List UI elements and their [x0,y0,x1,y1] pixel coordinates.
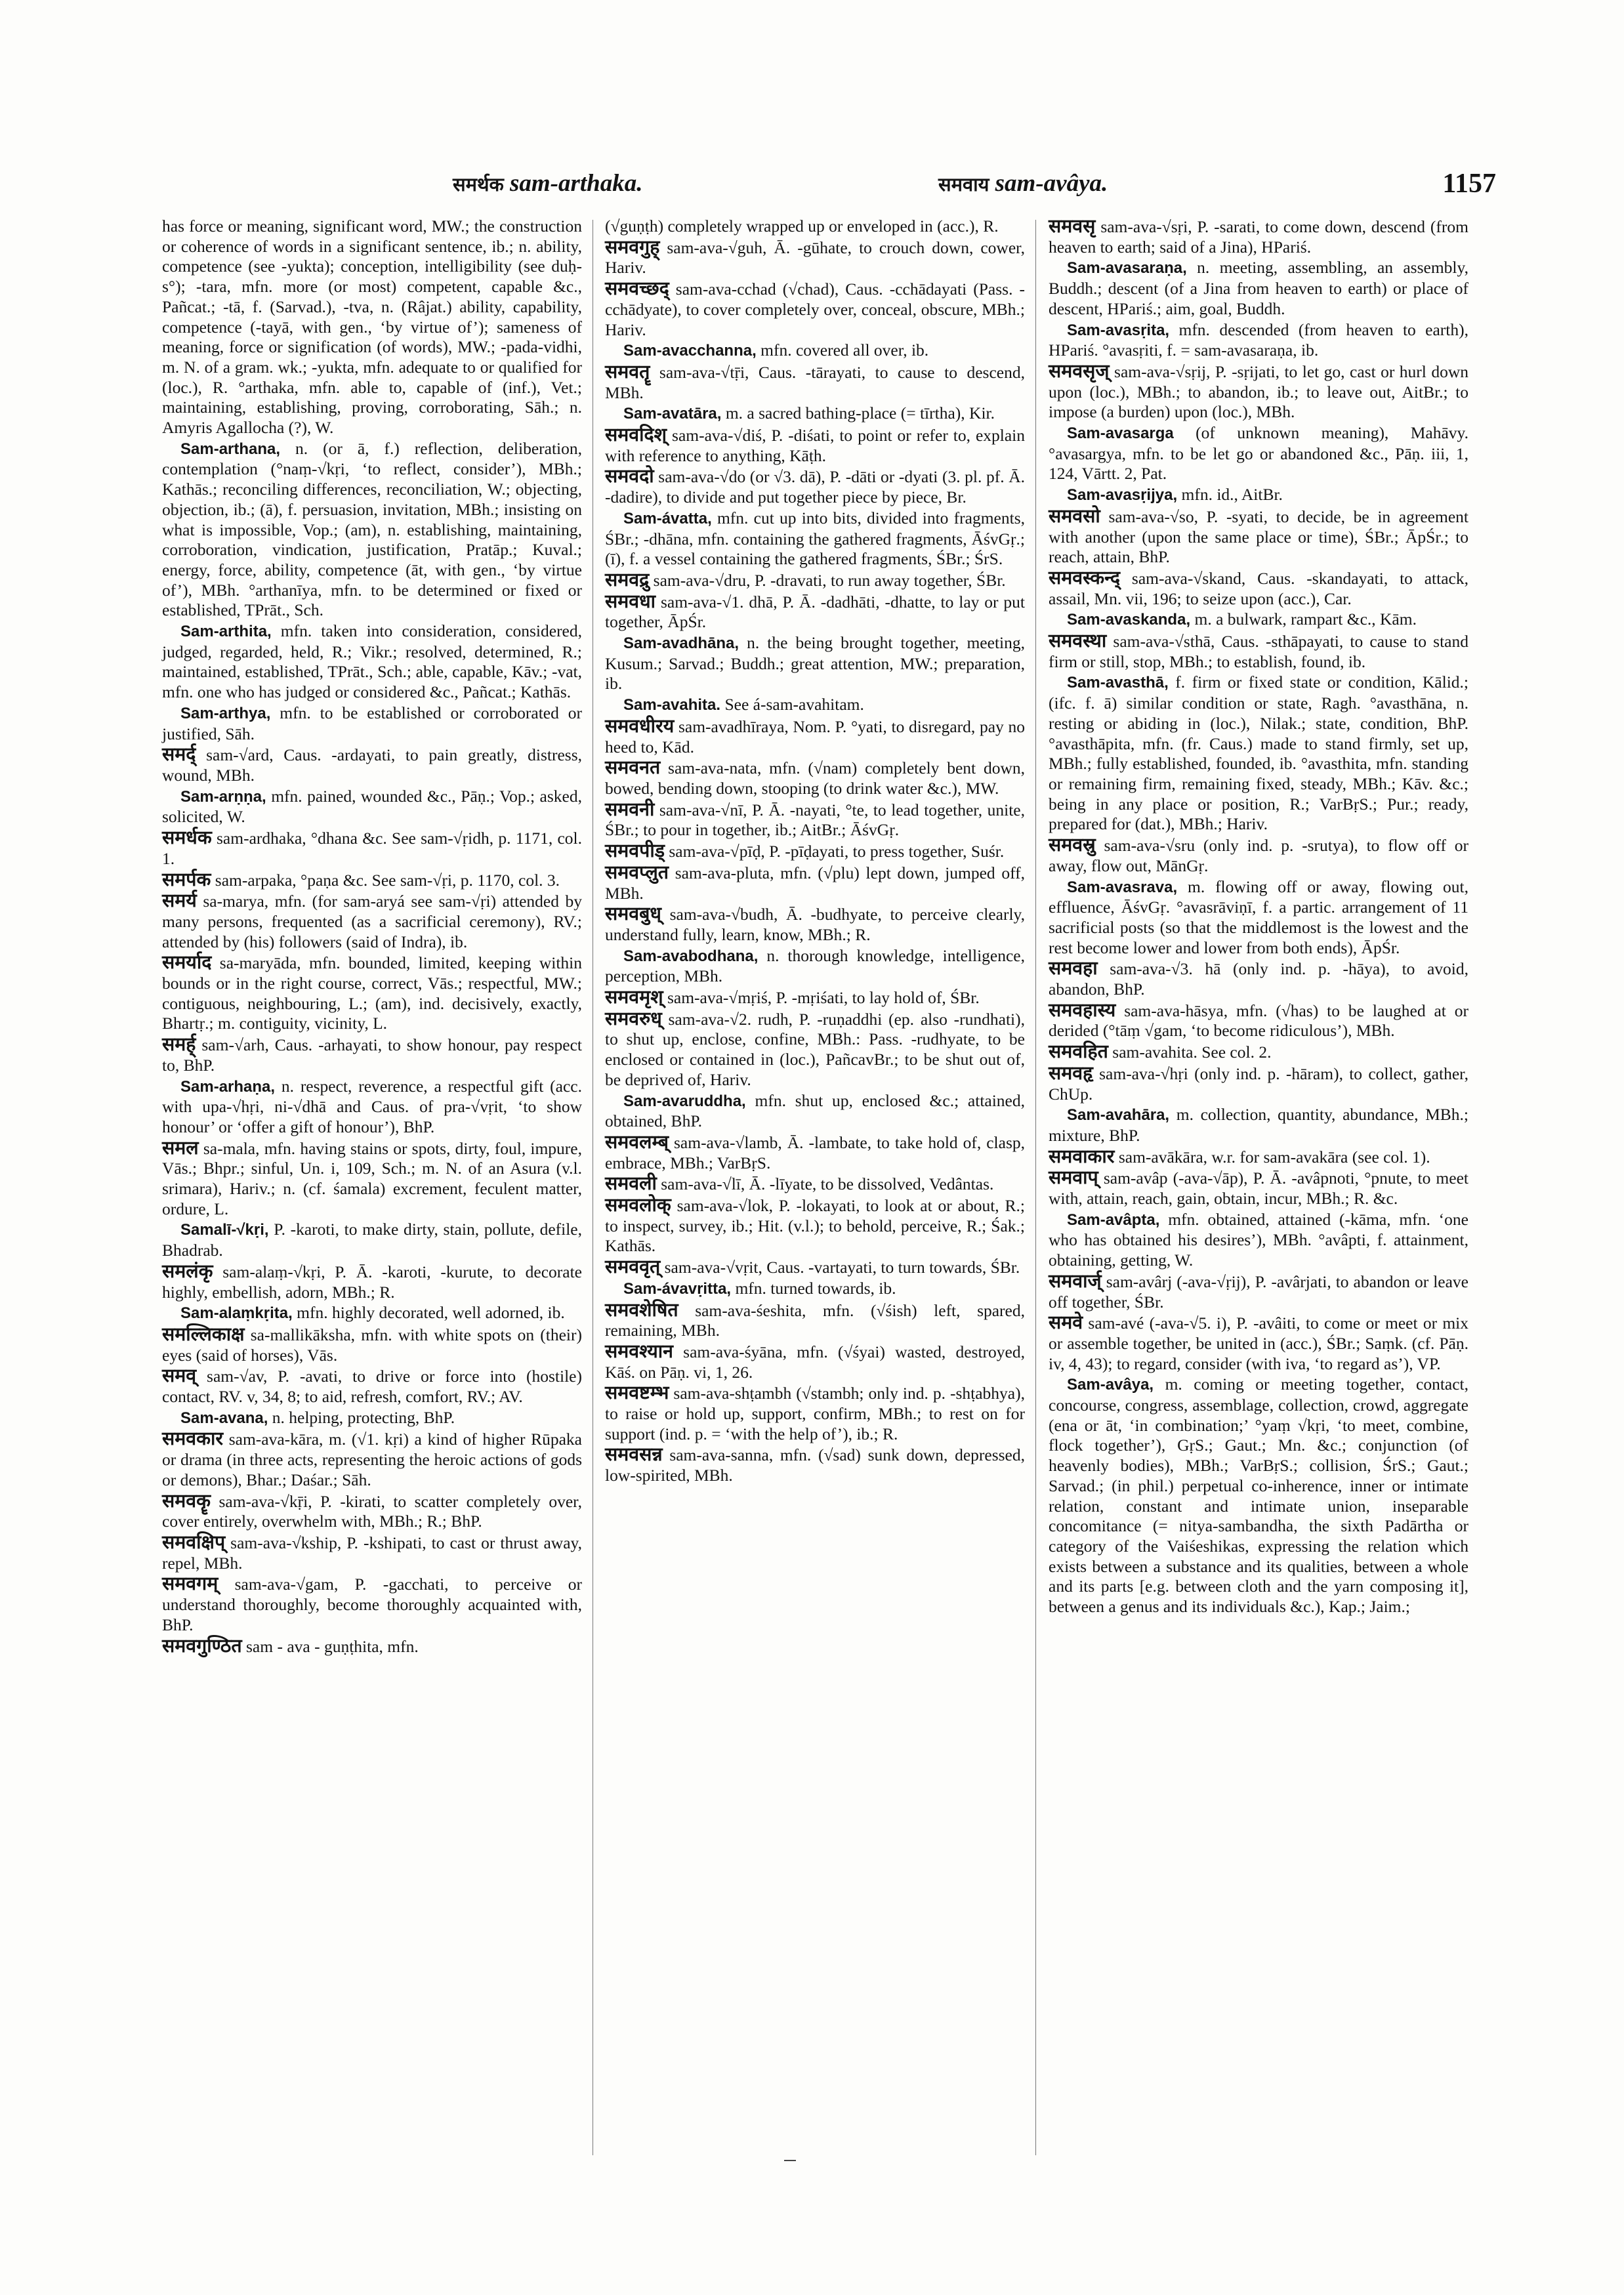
definition-text: sam-ava-√pīḍ, P. -pīḍayati, to press together, Suśr. [664,842,1005,861]
headword-devanagari: समवहा [1049,957,1098,980]
main-entry [605,592,1025,632]
main-entry [162,1533,582,1573]
headword-devanagari: समवनी [605,798,655,820]
sub-entry [605,508,1025,569]
headword-devanagari: समवप्लुत [605,861,669,883]
definition-text: mfn. cut up into bits, divided into fragments, ŚBr.; -dhāna, mfn. containing the gathered fragments, ĀśvGṛ.; (ī), f. a vessel containing the gathered fragments, ŚBr.; ŚrS. [605,508,1025,569]
definition-text: sam-ava-√lamb, Ā. -lambate, to take hold of, clasp, embrace, MBh.; VarBṛS. [605,1132,1025,1172]
headword: Sam-ávatta, [623,509,712,527]
definition-text: n. the being brought together, meeting, Kusum.; Sarvad.; Buddh.; great attention, MW.; preparation, ib. [605,633,1025,693]
definition-text: sam-ava-pluta, mfn. (√plu) lept down, jumped off, MBh. [605,863,1025,903]
definition-text: (of unknown meaning), Mahāvy. °avasargya, mfn. to be let go or abandoned &c., Pāṇ. iii, 1, 124, Vārtt. 2, Pat. [1049,423,1468,484]
main-entry [1049,568,1468,609]
definition-text: sam-ava-√dru, P. -dravati, to run away together, ŚBr. [649,570,1006,590]
definition-text: sam-ardhaka, °dhana &c. See sam-√ṛidh, p. 1171, col. 1. [162,829,582,868]
sub-entry [1049,423,1468,484]
headword-devanagari: समल [162,1136,199,1159]
middle-head-transliteration: sam-avâya. [995,170,1108,197]
middle-head-devanagari: समवाय [938,173,989,196]
definition-text: sam-√av, P. -avati, to drive or force into (hostile) contact, RV. v, 34, 8; to aid, refresh, comfort, RV.; AV. [162,1367,582,1407]
headword-devanagari: समर्ह् [162,1033,196,1056]
headword-devanagari: समवगुह् [605,236,660,258]
headword-devanagari: समवहित [1049,1041,1108,1063]
definition-text: sam-ava-shṭambh (√stambh; only ind. p. -shṭabhya), to raise or hold up, support, confirm, MBh.; to rest on for support (ind. p. = ‘with the help of’), ib.; R. [605,1384,1025,1443]
main-entry [1049,1313,1468,1374]
definition-text: sam-ava-√2. rudh, P. -ruṇaddhi (ep. also -rundhati), to shut up, enclose, confine, MBh.: Pass. -rudhyate, to be enclosed or contained in (loc.), PañcavBr.; to be shut out of, be deprived of, Hariv. [605,1009,1025,1089]
headword-devanagari: समर्धक [162,827,212,849]
headword: Sam-avatāra, [623,405,722,423]
sub-entry [1049,672,1468,835]
headword-devanagari: समल्लिकाक्ष [162,1323,245,1345]
headword: Sam-arhaṇa, [180,1077,276,1096]
headword-devanagari: समवस्रु [1049,834,1096,856]
headword-devanagari: समर्पक [162,868,211,890]
definition-text: sam-avahita. See col. 2. [1108,1043,1272,1062]
sub-entry [1049,877,1468,959]
main-entry [1049,1064,1468,1104]
sub-entry [1049,1105,1468,1146]
headword-devanagari: समवमृश् [605,986,663,1008]
definition-text: n. helping, protecting, BhP. [268,1407,455,1427]
headword: Sam-arthana, [180,440,281,458]
definition-text: sam-ava-sanna, mfn. (√sad) sunk down, depressed, low-spirited, MBh. [605,1445,1025,1485]
headword: Sam-alaṃkṛita, [180,1304,293,1323]
sub-entry [1049,485,1468,506]
headword-devanagari: समवद्रु [605,568,650,590]
headword: Sam-avacchanna, [623,342,757,360]
main-entry [1049,1272,1468,1312]
definition-text: sam-avé (-ava-√5. i), P. -avâiti, to come or meet or mix or assemble together, be united in (acc.), ŚBr.; Saṃk. (cf. Pāṇ. iv, 4, 43); to regard, consider (with iva, ‘to regard as’), VP. [1049,1313,1468,1373]
headword-devanagari: समवदो [605,465,654,487]
main-entry [605,1257,1025,1278]
definition-text: m. collection, quantity, abundance, MBh.; mixture, BhP. [1049,1105,1468,1145]
headword-devanagari: समवस्था [1049,630,1107,652]
sub-entry [162,1077,582,1138]
definition-text: (√guṇṭh) completely wrapped up or enveloped in (acc.), R. [605,217,999,236]
definition-text: sam-ava-kāra, m. (√1. kṛi) a kind of higher Rūpaka or drama (in three acts, representing the heroic actions of gods or demons), Bhar.; Daśar.; Sāh. [162,1430,582,1489]
main-entry [605,238,1025,278]
definition-text: sam-avârj (-ava-√ṛij), P. -avârjati, to abandon or leave off together, ŚBr. [1049,1272,1468,1312]
headword-devanagari: समवरुध् [605,1007,662,1029]
headword-devanagari: समवपीड् [605,840,665,862]
headword-devanagari: समर्द् [162,743,196,766]
definition-text: sam-ava-√tṝi, Caus. -tārayati, to cause to descend, MBh. [605,362,1025,402]
headword-devanagari: समवलोक् [605,1194,671,1216]
sub-entry [605,1279,1025,1300]
main-entry [162,1574,582,1635]
definition-text: m. flowing off or away, flowing out, effluence, ĀśvGṛ. °avasrāviṇī, f. a partic. arrangement of 11 sacrificial posts (so that the middlemost is the lowest and the rest become lower and lower from both ends), ĀpŚr. [1049,877,1468,957]
definition-text: mfn. turned towards, ib. [731,1278,896,1298]
definition-text: sam-ava-√diś, P. -diśati, to point or refer to, explain with reference to anything, Kāṭh. [605,426,1025,465]
definition-text: sam-ava-√guh, Ā. -gūhate, to crouch down, cower, Hariv. [605,238,1025,278]
page-header [164,169,1496,209]
sub-entry [162,621,582,703]
headword: Sam-avaskanda, [1067,611,1191,629]
definition-text: sa-marya, mfn. (for sam-aryá see sam-√ṛi) attended by many persons, frequented (as a sacrificial ceremony), RV.; attended by (his) followers (said of Indra), ib. [162,892,582,951]
headword-devanagari: समवगम् [162,1573,219,1595]
headword: Sam-avâya, [1067,1376,1154,1394]
main-entry [162,1636,582,1657]
definition-text: sa-maryāda, mfn. bounded, limited, keeping within bounds or in the right course, correct, Vās.; respectful, MW.; contiguous, neighbouring, L.; (am), ind. decisively, exactly, Bhartṛ.; m. contiguity, vicinity, L. [162,953,582,1033]
definition-text: mfn. highly decorated, well adorned, ib. [292,1303,565,1323]
definition-text: sam-ava-√gam, P. -gacchati, to perceive or understand thoroughly, become thoroughly acquainted with, BhP. [162,1575,582,1634]
headword: Sam-avabodhana, [623,947,759,965]
column-3 [1049,217,1468,1618]
headword-devanagari: समवशेषित [605,1298,678,1321]
definition-text: sam-ava-√vṛit, Caus. -vartayati, to turn towards, ŚBr. [660,1258,1020,1277]
main-entry [605,1195,1025,1256]
sub-entry [162,1408,582,1429]
headword-devanagari: समव् [162,1365,197,1387]
definition-text: sam-avadhīraya, Nom. P. °yati, to disregard, pay no heed to, Kād. [605,716,1025,756]
definition-text: has force or meaning, significant word, MW.; the construction or coherence of words in a significant sentence, ib.; n. ability, competence (see -yukta); conception, intelligibility (see duḥ-s°); -tara, mfn. more (or most) competent, capable &c., Pañcat.; -tā, f. (Sarvad.), -tva, n. (Râjat.) ability, capability, competence (-tayā, with gen., ‘by virtue of’); sameness of meaning, force or signification (of words), MW.; -pada-vidhi, m. N. of a gram. wk.; -yukta, mfn. adequate to or qualified for (loc.), R. °arthaka, mfn. able to, capable of (inf.), Vet.; maintaining, establishing, proving, corroborating, Sāh.; n. Amyris Agallocha (?), W. [162,217,582,438]
headword: Samalī-√kṛi, [180,1221,269,1239]
definition-text: mfn. obtained, attained (-kāma, mfn. ‘one who has obtained his desires’), MBh. °avâpti, f. attainment, obtaining, getting, W. [1049,1209,1468,1270]
headword-devanagari: समर्याद [162,951,212,974]
sub-entry [605,633,1025,694]
headword: Sam-avahāra, [1067,1106,1170,1125]
definition-text: m. coming or meeting together, contact, concourse, congress, assemblage, collection, crowd, aggregate (ena or āt, ‘in combination;’ °yaṃ √kṛi, ‘to meet, combine, flock together’), GṛS.; Gaut.; Mn. &c.; conjunction (of heavenly bodies), MBh.; VarBṛS.; collision, ŚrS.; Gaut.; Sarvad.; (in phil.) perpetual co-inherence, inner or intimate relation, constant and intimate union, inseparable concomitance (= nitya-sambandha, the sixth Padārtha or category of the Vaiśeshikas, expressing the relation which exists between a substance and its qualities, between a whole and its parts [e.g. between cloth and the yarn composing it], between a genus and its individuals &c.), Kap.; Jaim.; [1049,1375,1468,1617]
main-entry [1049,217,1468,257]
sub-entry [162,787,582,827]
definition-text: mfn. covered all over, ib. [756,341,929,360]
sub-entry [605,695,1025,716]
main-entry [162,891,582,952]
main-entry [605,716,1025,757]
definition-text: f. firm or fixed state or condition, Kālid.; (ifc. f. ā) similar condition or state, Ragh. °avasthāna, n. resting or abiding in (loc.), Nilak.; state, condition, BhP. °avasthāpita, mfn. (fr. Caus.) made to stand firmly, set up, MBh.; fully established, founded, ib. °avasthita, mfn. standing or remaining firm, remaining fixed, steady, MBh.; Kāv. &c.; being in any place or position, R.; VarBṛS.; Pur.; ready, prepared for (dat.), MBh.; Hariv. [1049,672,1468,834]
headword: Sam-avasarga [1067,424,1174,443]
page-number: 1157 [1442,169,1496,199]
headword: Sam-avasrava, [1067,878,1178,896]
headword: Sam-arthya, [180,704,271,722]
left-head-devanagari: समर्थक [453,173,504,196]
bottom-rule-mark [784,2160,796,2161]
headword-devanagari: समवश्यान [605,1340,673,1362]
definition-text: sam-ava-√mṛiś, P. -mṛiśati, to lay hold of, ŚBr. [663,988,980,1008]
main-entry [605,904,1025,945]
definition-text: m. a sacred bathing-place (= tīrtha), Kir. [721,403,995,423]
headword-devanagari: समवे [1049,1312,1083,1334]
definition-text: sa-mallikāksha, mfn. with white spots on (their) eyes (said of horses), Vās. [162,1325,582,1365]
definition-text: sam-ava-√1. dhā, P. Ā. -dadhāti, -dhatte, to lay or put together, ĀpŚr. [605,592,1025,632]
definition-text: mfn. descended (from heaven to earth), HPariś. °avasṛiti, f. = sam-avasaraṇa, ib. [1049,320,1468,360]
headword-devanagari: समवकॄ [162,1489,211,1512]
main-entry [1049,959,1468,999]
main-entry [605,279,1025,340]
headword-devanagari: समवकार [162,1428,224,1450]
main-entry [605,1174,1025,1195]
definition-text: See á-sam-avahitam. [720,695,864,714]
definition-text: sam-ava-√sṛi, P. -sarati, to come down, descend (from heaven to earth; said of a Jina), HPariś. [1049,217,1468,257]
headword-devanagari: समवबुध् [605,903,661,925]
headword-devanagari: समवलम्ब् [605,1130,669,1153]
headword-devanagari: समवधीरय [605,714,675,737]
definition-text: sam-ava-√lok, P. -lokayati, to look at or about, R.; to inspect, survey, ib.; Hit. (v.l.); to behold, perceive, R.; Śak.; Kathās. [605,1196,1025,1256]
column-1 [162,217,582,1657]
middle-running-head [938,169,1108,197]
main-entry [162,828,582,869]
headword-devanagari: समवक्षिप् [162,1531,226,1553]
definition-text: sam-ava-hāsya, mfn. (√has) to be laughed at or derided (°tāṃ √gam, ‘to become ridiculous’), MBh. [1049,1001,1468,1041]
definition-text: mfn. shut up, enclosed &c.; attained, obtained, BhP. [605,1090,1025,1131]
main-entry [162,1491,582,1532]
main-entry [162,1138,582,1220]
headword: Sam-avadhāna, [623,634,739,653]
main-entry [162,745,582,785]
main-entry [605,841,1025,862]
sub-entry [162,1220,582,1260]
definition-text: sam-ava-nata, mfn. (√nam) completely bent down, bowed, bending down, stooping (to drink water &c.), MW. [605,758,1025,798]
sub-entry [605,341,1025,362]
headword: Sam-arṇṇa, [180,787,266,806]
definition-text: sam-ava-√lī, Ā. -līyate, to be dissolved, Vedântas. [656,1174,994,1194]
main-entry [605,1300,1025,1341]
headword: Sam-avâpta, [1067,1210,1160,1229]
headword-devanagari: समवसन्न [605,1443,663,1466]
main-entry [162,1325,582,1365]
main-entry [1049,1147,1468,1168]
headword: Sam-ávavṛitta, [623,1279,732,1298]
definition-text: sam-ava-√kṝi, P. -kirati, to scatter completely over, cover entirely, overwhelm with, MBh.; R.; BhP. [162,1491,582,1531]
main-entry [1049,362,1468,423]
definition-text: sam-ava-śeshita, mfn. (√śish) left, spared, remaining, MBh. [605,1300,1025,1340]
definition-text: sam-avākāra, w.r. for sam-avakāra (see col. 1). [1114,1147,1430,1167]
sub-entry [1049,1375,1468,1617]
column-divider-2 [1035,220,1036,2155]
definition-text: sam-ava-√do (or √3. dā), P. -dāti or -dyati (3. pl. pf. Ā. -dadire), to divide and put together piece by piece, Br. [605,467,1025,507]
headword-devanagari: समवसृ [1049,215,1096,237]
definition-text: sam-arpaka, °paṇa &c. See sam-√ṛi, p. 1170, col. 3. [211,870,560,890]
headword: Sam-avahita. [623,696,721,714]
headword-devanagari: समवली [605,1172,657,1195]
main-entry [605,1383,1025,1444]
headword-devanagari: समवदिश् [605,424,667,446]
definition-text: sam-ava-√nī, P. Ā. -nayati, °te, to lead together, unite, ŚBr.; to pour in together, ib.; AitBr.; ĀśvGṛ. [605,800,1025,840]
left-running-head [453,169,643,197]
definition-text: sam-ava-√sṛij, P. -sṛijati, to let go, cast or hurl down upon (loc.), MBh.; to abandon, ib.; to leave out, AitBr.; to impose (a burden) upon (loc.), MBh. [1049,362,1468,422]
main-entry [605,1009,1025,1090]
headword-devanagari: समलंकृ [162,1260,213,1282]
main-entry [162,1429,582,1490]
definition-text: sam - ava - guṇṭhita, mfn. [241,1636,419,1656]
continued-text [162,217,582,438]
main-entry [162,1366,582,1407]
main-entry [1049,1168,1468,1209]
definition-text: sam-ava-√kship, P. -kshipati, to cast or thrust away, repel, MBh. [162,1533,582,1573]
main-entry [605,570,1025,591]
headword: Sam-avasṛijya, [1067,486,1178,505]
main-entry [605,466,1025,507]
continued-text [605,217,1025,237]
headword-devanagari: समववृत् [605,1256,661,1278]
headword-devanagari: समवगुण्ठित [162,1634,242,1657]
headword-devanagari: समवार्ज् [1049,1270,1102,1292]
headword: Sam-arthita, [180,623,272,641]
main-entry [605,425,1025,466]
headword: Sam-avaruddha, [623,1092,746,1110]
headword-devanagari: समवतॄ [605,360,650,382]
definition-text: sam-ava-√so, P. -syati, to decide, be in agreement with another (upon the same place or time), ŚBr.; ĀpŚr.; to reach, attain, BhP. [1049,507,1468,567]
headword-devanagari: समवहृ [1049,1062,1093,1084]
headword-devanagari: समवष्टम्भ [605,1382,669,1404]
main-entry [1049,631,1468,672]
headword-devanagari: समवसो [1049,505,1100,527]
main-entry [605,758,1025,798]
headword: Sam-avana, [180,1409,268,1427]
main-entry [1049,1042,1468,1063]
definition-text: n. meeting, assembling, an assembly, Buddh.; descent (of a Jina from heaven to earth) or place of descent, HPariś.; aim, goal, Buddh. [1049,258,1468,318]
definition-text: sam-ava-śyāna, mfn. (√śyai) wasted, destroyed, Kāś. on Pāṇ. vi, 1, 26. [605,1342,1025,1382]
definition-text: sam-ava-√hṛi (only ind. p. -hāram), to collect, gather, ChUp. [1049,1064,1468,1104]
column-2 [605,217,1025,1487]
main-entry [162,870,582,891]
definition-text: sam-ava-√budh, Ā. -budhyate, to perceive clearly, understand fully, learn, know, MBh.; R. [605,905,1025,944]
definition-text: mfn. taken into consideration, considered, judged, regarded, held, R.; Vikr.; resolved, determined, R.; maintained, established, TPrāt., Sch.; able, capable, Kāv.; -vat, mfn. one who has judged or considered &c., Pañcat.; Kathās. [162,621,582,702]
sub-entry [162,1303,582,1324]
headword-devanagari: समवसृज् [1049,360,1110,382]
sub-entry [1049,320,1468,361]
headword: Sam-avasṛita, [1067,321,1170,339]
definition-text: mfn. pained, wounded &c., Pāṇ.; Vop.; asked, solicited, W. [162,786,582,827]
headword-devanagari: समवच्छद् [605,278,669,300]
main-entry [605,362,1025,403]
definition-text: P. -karoti, to make dirty, stain, pollute, defile, Bhadrab. [162,1220,582,1260]
headword-devanagari: समवाकार [1049,1145,1115,1167]
main-entry [605,863,1025,903]
sub-entry [605,403,1025,424]
definition-text: sam-ava-√3. hā (only ind. p. -hāya), to avoid, abandon, BhP. [1049,959,1468,999]
definition-text: sam-√ard, Caus. -ardayati, to pain greatly, distress, wound, MBh. [162,745,582,785]
main-entry [1049,835,1468,876]
main-entry [162,1035,582,1075]
sub-entry [162,703,582,744]
definition-text: sam-ava-√sthā, Caus. -sthāpayati, to cause to stand firm or still, stop, MBh.; to establish, found, ib. [1049,632,1468,671]
left-head-transliteration: sam-arthaka. [510,170,643,197]
headword: Sam-avasaraṇa, [1067,259,1187,278]
sub-entry [605,946,1025,987]
definition-text: mfn. id., AitBr. [1177,485,1283,505]
definition-text: n. (or ā, f.) reflection, deliberation, contemplation (°naṃ-√kṛi, ‘to reflect, consider’), MBh.; Kathās.; reconciling differences, reconciliation, W.; objecting, objection, ib.; (ā), f. persuasion, invitation, MBh.; insisting on what is impossible, Vop.; (am), n. establishing, maintaining, corroboration, vindication, justification, Pratāp.; Kuval.; energy, force, ability, competence (āt, with gen., ‘by virtue of’), MBh. °arthanīya, mfn. to be determined or fixed or established, TPrāt., Sch. [162,438,582,620]
definition-text: sam-√arh, Caus. -arhayati, to show honour, pay respect to, BhP. [162,1035,582,1075]
definition-text: sam-avâp (-ava-√āp), P. Ā. -avâpnoti, °pnute, to meet with, attain, reach, gain, obtain, incur, MBh.; R. &c. [1049,1168,1468,1209]
definition-text: mfn. to be established or corroborated or justified, Sāh. [162,703,582,743]
main-entry [605,1445,1025,1485]
main-entry [162,1262,582,1302]
definition-text: sam-alaṃ-√kṛi, P. Ā. -karoti, -kurute, to decorate highly, embellish, adorn, MBh.; R. [162,1262,582,1302]
sub-entry [1049,610,1468,631]
main-entry [605,1342,1025,1382]
main-entry [162,953,582,1034]
definition-text: sam-ava-√skand, Caus. -skandayati, to attack, assail, Mn. vii, 196; to seize upon (acc.), Car. [1049,568,1468,608]
headword-devanagari: समवस्कन्द् [1049,566,1121,589]
definition-text: n. respect, reverence, a respectful gift (acc. with upa-√hṛi, ni-√dhā and Caus. of pra-√vṛit, ‘to show honour’ or ‘offer a gift of honour’), BhP. [162,1076,582,1136]
definition-text: sam-ava-√sru (only ind. p. -srutya), to flow off or away, flow out, MānGṛ. [1049,836,1468,875]
definition-text: m. a bulwark, rampart &c., Kām. [1190,610,1417,629]
sub-entry [1049,1210,1468,1271]
sub-entry [162,439,582,621]
definition-text: n. thorough knowledge, intelligence, perception, MBh. [605,945,1025,986]
main-entry [605,800,1025,840]
headword: Sam-avasthā, [1067,674,1169,692]
main-entry [1049,1001,1468,1041]
main-entry [1049,507,1468,568]
sub-entry [605,1091,1025,1132]
headword-devanagari: समवाप् [1049,1167,1098,1189]
definition-text: sa-mala, mfn. having stains or spots, dirty, foul, impure, Vās.; Bhpr.; sinful, Un. i, 109, Sch.; m. N. of an Asura (v.l. srimara), Hariv.; n. (cf. śamala) excrement, feculent matter, ordure, L. [162,1138,582,1218]
headword-devanagari: समवहास्य [1049,999,1116,1021]
headword-devanagari: समर्य [162,890,197,912]
sub-entry [1049,258,1468,319]
main-entry [605,987,1025,1008]
main-entry [605,1132,1025,1173]
headword-devanagari: समवनत [605,756,661,779]
headword-devanagari: समवधा [605,590,656,612]
definition-text: sam-ava-cchad (√chad), Caus. -cchādayati (Pass. -cchādyate), to cover completely over, conceal, obscure, MBh.; Hariv. [605,279,1025,339]
